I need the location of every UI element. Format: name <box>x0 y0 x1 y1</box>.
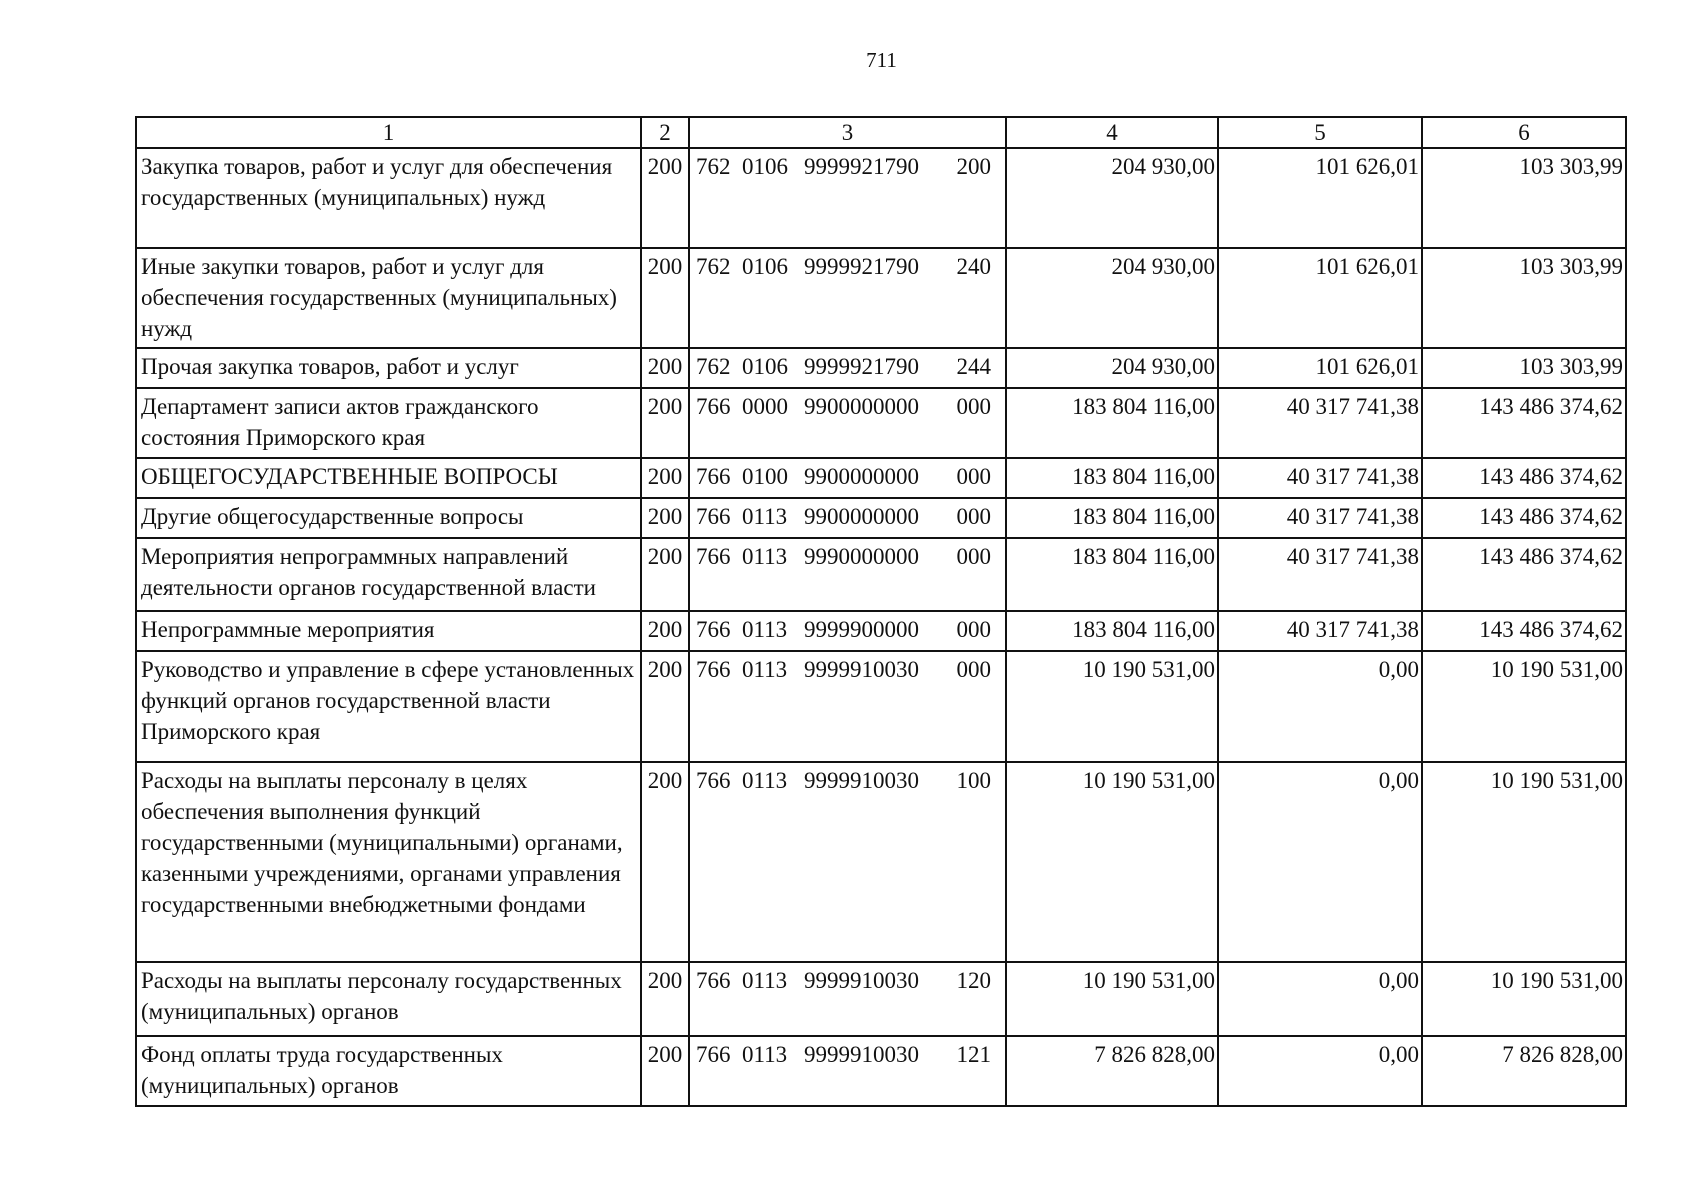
row-value-4: 204 930,00 <box>1006 348 1218 388</box>
row-name: Расходы на выплаты персоналу государственных (муниципальных) органов <box>136 962 641 1036</box>
code-cs: 9999921790 <box>804 254 919 279</box>
code-gr: 766 <box>696 394 731 419</box>
code-gr: 766 <box>696 504 731 529</box>
code-cs: 9999910030 <box>804 768 919 793</box>
code-vr: 000 <box>956 544 991 569</box>
code-gr: 762 <box>696 254 731 279</box>
row-value-6: 10 190 531,00 <box>1422 962 1626 1036</box>
code-vr: 240 <box>956 254 991 279</box>
row-value-6: 143 486 374,62 <box>1422 498 1626 538</box>
code-cs: 9999921790 <box>804 154 919 179</box>
row-codes <box>689 538 1006 611</box>
code-vr: 000 <box>956 464 991 489</box>
row-value-5: 40 317 741,38 <box>1218 498 1422 538</box>
row-codes <box>689 1036 1006 1106</box>
row-value-5: 0,00 <box>1218 651 1422 762</box>
column-header: 5 <box>1218 117 1422 148</box>
row-name: Руководство и управление в сфере установленных функций органов государственной власти Приморского края <box>136 651 641 762</box>
row-name: Мероприятия непрограммных направлений деятельности органов государственной власти <box>136 538 641 611</box>
row-col2: 200 <box>641 762 689 962</box>
table-row <box>136 651 1626 762</box>
code-cs: 9900000000 <box>804 464 919 489</box>
table-row <box>136 762 1626 962</box>
code-vr: 000 <box>956 394 991 419</box>
row-value-4: 183 804 116,00 <box>1006 538 1218 611</box>
row-name: Закупка товаров, работ и услуг для обеспечения государственных (муниципальных) нужд <box>136 148 641 248</box>
row-name: Расходы на выплаты персоналу в целях обеспечения выполнения функций государственными (муниципальными) органами, казенными учреждениями, органами управления государственными внебюджетными фондами <box>136 762 641 962</box>
code-cs: 9999910030 <box>804 1042 919 1067</box>
table-row <box>136 388 1626 458</box>
row-name: Фонд оплаты труда государственных (муниципальных) органов <box>136 1036 641 1106</box>
row-value-5: 0,00 <box>1218 762 1422 962</box>
row-value-5: 40 317 741,38 <box>1218 388 1422 458</box>
row-value-6: 10 190 531,00 <box>1422 651 1626 762</box>
row-col2: 200 <box>641 962 689 1036</box>
code-gr: 766 <box>696 657 731 682</box>
row-col2: 200 <box>641 1036 689 1106</box>
table-row <box>136 611 1626 651</box>
row-col2: 200 <box>641 538 689 611</box>
row-col2: 200 <box>641 148 689 248</box>
code-gr: 766 <box>696 968 731 993</box>
code-rz: 0113 <box>742 617 788 642</box>
row-name: Другие общегосударственные вопросы <box>136 498 641 538</box>
code-vr: 120 <box>956 968 991 993</box>
row-value-5: 0,00 <box>1218 962 1422 1036</box>
row-value-5: 40 317 741,38 <box>1218 538 1422 611</box>
code-vr: 121 <box>956 1042 991 1067</box>
row-value-6: 143 486 374,62 <box>1422 388 1626 458</box>
row-value-6: 103 303,99 <box>1422 148 1626 248</box>
row-value-6: 7 826 828,00 <box>1422 1036 1626 1106</box>
code-rz: 0113 <box>742 768 788 793</box>
row-value-4: 183 804 116,00 <box>1006 498 1218 538</box>
column-header: 6 <box>1422 117 1626 148</box>
row-value-4: 183 804 116,00 <box>1006 388 1218 458</box>
row-value-4: 204 930,00 <box>1006 248 1218 348</box>
column-header: 3 <box>689 117 1006 148</box>
table-row <box>136 538 1626 611</box>
row-value-5: 0,00 <box>1218 1036 1422 1106</box>
row-value-6: 143 486 374,62 <box>1422 611 1626 651</box>
row-name: Непрограммные мероприятия <box>136 611 641 651</box>
code-cs: 9999900000 <box>804 617 919 642</box>
row-value-5: 40 317 741,38 <box>1218 458 1422 498</box>
code-rz: 0113 <box>742 544 788 569</box>
row-name: ОБЩЕГОСУДАРСТВЕННЫЕ ВОПРОСЫ <box>136 458 641 498</box>
table-row <box>136 348 1626 388</box>
code-rz: 0100 <box>742 464 788 489</box>
row-name: Департамент записи актов гражданского состояния Приморского края <box>136 388 641 458</box>
code-vr: 000 <box>956 504 991 529</box>
code-vr: 244 <box>956 354 991 379</box>
code-gr: 766 <box>696 464 731 489</box>
row-value-5: 101 626,01 <box>1218 348 1422 388</box>
code-rz: 0106 <box>742 254 788 279</box>
row-col2: 200 <box>641 498 689 538</box>
row-value-4: 10 190 531,00 <box>1006 962 1218 1036</box>
code-cs: 9999921790 <box>804 354 919 379</box>
budget-table <box>135 116 1627 1107</box>
row-codes <box>689 762 1006 962</box>
code-gr: 766 <box>696 544 731 569</box>
row-value-6: 103 303,99 <box>1422 348 1626 388</box>
code-cs: 9900000000 <box>804 504 919 529</box>
row-value-5: 40 317 741,38 <box>1218 611 1422 651</box>
row-value-6: 103 303,99 <box>1422 248 1626 348</box>
row-col2: 200 <box>641 611 689 651</box>
code-rz: 0113 <box>742 968 788 993</box>
row-value-4: 183 804 116,00 <box>1006 458 1218 498</box>
code-cs: 9900000000 <box>804 394 919 419</box>
code-gr: 762 <box>696 354 731 379</box>
code-cs: 9999910030 <box>804 657 919 682</box>
code-vr: 000 <box>956 617 991 642</box>
code-cs: 9990000000 <box>804 544 919 569</box>
table-row <box>136 498 1626 538</box>
row-codes <box>689 498 1006 538</box>
table-body <box>136 117 1626 1106</box>
row-col2: 200 <box>641 388 689 458</box>
row-value-4: 7 826 828,00 <box>1006 1036 1218 1106</box>
row-name: Иные закупки товаров, работ и услуг для обеспечения государственных (муниципальных) нужд <box>136 248 641 348</box>
code-gr: 766 <box>696 1042 731 1067</box>
code-vr: 100 <box>956 768 991 793</box>
column-header: 2 <box>641 117 689 148</box>
row-codes <box>689 611 1006 651</box>
row-value-4: 183 804 116,00 <box>1006 611 1218 651</box>
row-codes <box>689 248 1006 348</box>
row-col2: 200 <box>641 651 689 762</box>
row-codes <box>689 148 1006 248</box>
row-codes <box>689 458 1006 498</box>
row-value-6: 143 486 374,62 <box>1422 538 1626 611</box>
table-row <box>136 1036 1626 1106</box>
table-row <box>136 962 1626 1036</box>
row-col2: 200 <box>641 458 689 498</box>
row-value-4: 10 190 531,00 <box>1006 762 1218 962</box>
code-gr: 766 <box>696 617 731 642</box>
code-rz: 0000 <box>742 394 788 419</box>
code-gr: 762 <box>696 154 731 179</box>
row-name: Прочая закупка товаров, работ и услуг <box>136 348 641 388</box>
code-gr: 766 <box>696 768 731 793</box>
code-cs: 9999910030 <box>804 968 919 993</box>
code-rz: 0106 <box>742 154 788 179</box>
row-codes <box>689 348 1006 388</box>
row-value-4: 204 930,00 <box>1006 148 1218 248</box>
row-value-6: 10 190 531,00 <box>1422 762 1626 962</box>
code-vr: 200 <box>956 154 991 179</box>
row-codes <box>689 962 1006 1036</box>
page-number: 711 <box>866 48 897 72</box>
code-rz: 0113 <box>742 1042 788 1067</box>
column-header: 4 <box>1006 117 1218 148</box>
code-rz: 0106 <box>742 354 788 379</box>
row-col2: 200 <box>641 348 689 388</box>
table-header-row <box>136 117 1626 148</box>
row-codes <box>689 651 1006 762</box>
row-value-5: 101 626,01 <box>1218 148 1422 248</box>
row-value-6: 143 486 374,62 <box>1422 458 1626 498</box>
code-rz: 0113 <box>742 657 788 682</box>
code-rz: 0113 <box>742 504 788 529</box>
table-row <box>136 248 1626 348</box>
table-row <box>136 458 1626 498</box>
column-header: 1 <box>136 117 641 148</box>
table-row <box>136 148 1626 248</box>
row-col2: 200 <box>641 248 689 348</box>
code-vr: 000 <box>956 657 991 682</box>
row-value-5: 101 626,01 <box>1218 248 1422 348</box>
row-value-4: 10 190 531,00 <box>1006 651 1218 762</box>
row-codes <box>689 388 1006 458</box>
